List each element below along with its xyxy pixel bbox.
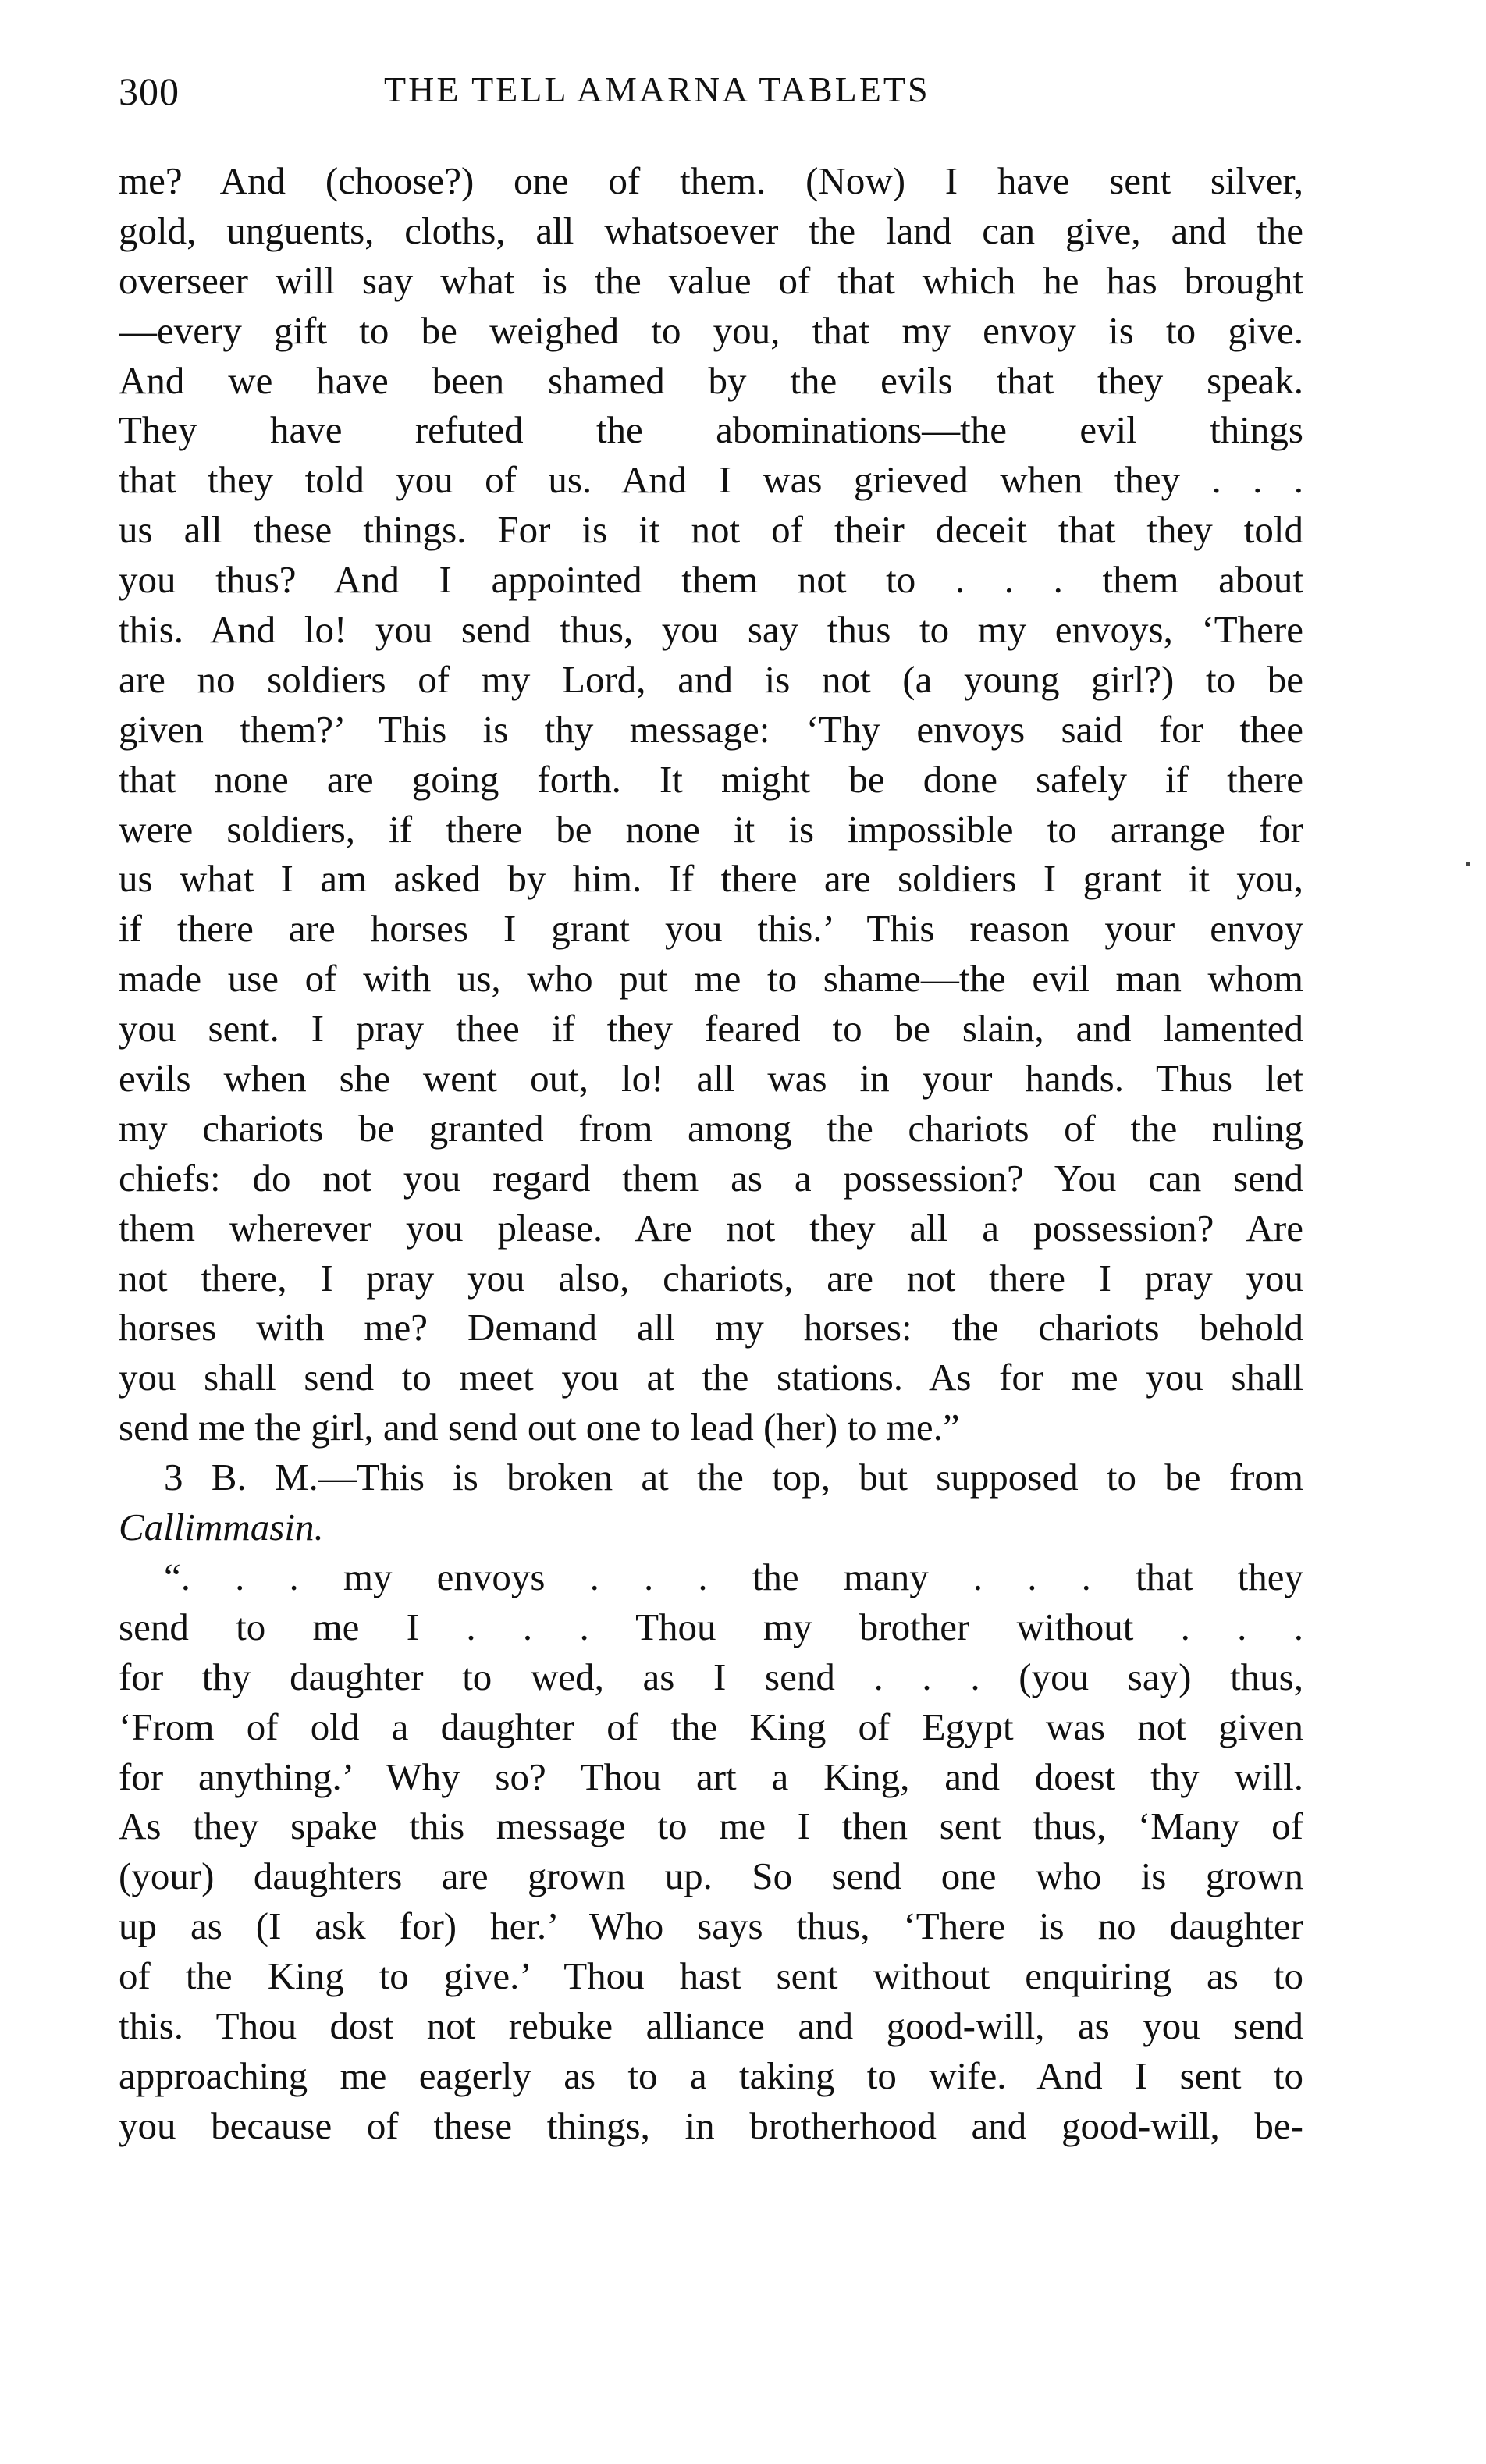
page-number: 300 [119, 69, 180, 113]
text-line: “. . . my envoys . . . the many . . . that they [164, 1555, 1303, 1598]
page-header [119, 69, 1305, 123]
text-line: us what I am asked by him. If there are soldiers I grant it you, [119, 857, 1303, 901]
text-line: for thy daughter to wed, as I send . . . (you say) thus, [119, 1655, 1303, 1698]
text-line: They have refuted the abominations—the evil things [119, 408, 1303, 452]
text-line: not there, I pray you also, chariots, are not there I pray you [119, 1256, 1303, 1300]
text-line: you shall send to meet you at the stations. As for me you shall [119, 1356, 1303, 1399]
text-line: (your) daughters are grown up. So send one who is grown [119, 1854, 1303, 1898]
text-line: send to me I . . . Thou my brother without . . . [119, 1605, 1303, 1648]
text-line: chiefs: do not you regard them as a possession? You can send [119, 1156, 1303, 1200]
text-line: them wherever you please. Are not they all a possession? Are [119, 1206, 1303, 1250]
text-line: for anything.’ Why so? Thou art a King, and doest thy will. [119, 1755, 1303, 1798]
text-line: are no soldiers of my Lord, and is not (a young girl?) to be [119, 657, 1303, 701]
text-line: you sent. I pray thee if they feared to be slain, and lamented [119, 1007, 1303, 1051]
section-heading-line: 3 B. M.—This is broken at the top, but supposed to be from [164, 1456, 1303, 1499]
text-line: us all these things. For is it not of their deceit that they told [119, 508, 1303, 552]
text-line: And we have been shamed by the evils that they speak. [119, 358, 1303, 402]
text-line: horses with me? Demand all my horses: the chariots behold [119, 1306, 1303, 1349]
text-line: ‘From of old a daughter of the King of Egypt was not given [119, 1705, 1303, 1748]
text-line: if there are horses I grant you this.’ This reason your envoy [119, 907, 1303, 951]
text-line: me? And (choose?) one of them. (Now) I have sent silver, [119, 159, 1303, 202]
scan-speck [1466, 862, 1470, 866]
text-line: this. And lo! you send thus, you say thus to my envoys, ‘There [119, 608, 1303, 652]
text-line: send me the girl, and send out one to lead (her) to me.” [119, 1406, 960, 1449]
text-line: you thus? And I appointed them not to . . . them about [119, 558, 1303, 602]
text-line: were soldiers, if there be none it is impossible to arrange for [119, 807, 1303, 851]
text-line: overseer will say what is the value of that which he has brought [119, 258, 1303, 302]
text-line: approaching me eagerly as to a taking to wife. And I sent to [119, 2053, 1303, 2097]
text-line: gold, unguents, cloths, all whatsoever the land can give, and the [119, 208, 1303, 252]
body-text [119, 156, 1303, 2151]
running-title: THE TELL AMARNA TABLETS [384, 69, 930, 109]
text-line: As they spake this message to me I then sent thus, ‘Many of [119, 1804, 1303, 1848]
text-line: evils when she went out, lo! all was in your hands. Thus let [119, 1057, 1303, 1100]
text-line: up as (I ask for) her.’ Who says thus, ‘There is no daughter [119, 1904, 1303, 1948]
text-line: —every gift to be weighed to you, that my envoy is to give. [119, 308, 1303, 352]
text-line: given them?’ This is thy message: ‘Thy envoys said for thee [119, 707, 1303, 751]
text-line: my chariots be granted from among the chariots of the ruling [119, 1106, 1303, 1150]
text-line: this. Thou dost not rebuke alliance and good-will, as you send [119, 2004, 1303, 2047]
text-line: of the King to give.’ Thou hast sent without enquiring as to [119, 1954, 1303, 1998]
text-line: made use of with us, who put me to shame—the evil man whom [119, 957, 1303, 1001]
text-line: that they told you of us. And I was grieved when they . . . [119, 458, 1303, 502]
section-source-name: Callimmasin. [119, 1506, 324, 1549]
text-line: that none are going forth. It might be done safely if there [119, 757, 1303, 801]
text-line: you because of these things, in brotherhood and good-will, be- [119, 2103, 1303, 2147]
